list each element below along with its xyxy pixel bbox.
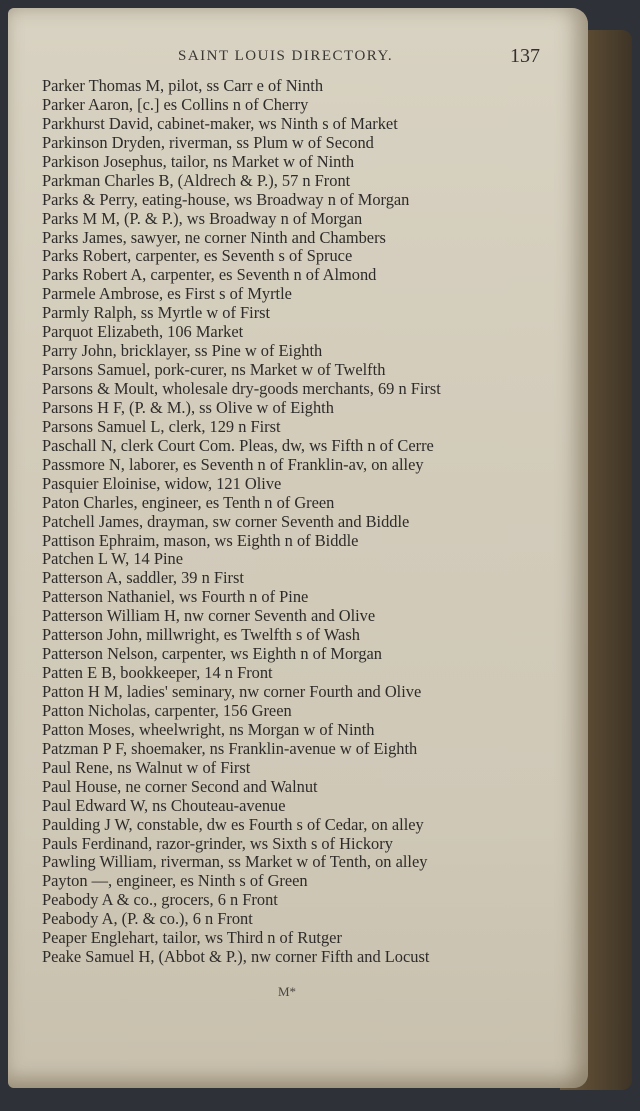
- directory-entry: Parks Robert A, carpenter, es Seventh n of Almond: [42, 266, 377, 285]
- directory-entry: Parsons Samuel L, clerk, 129 n First: [42, 417, 281, 436]
- directory-page: [8, 8, 588, 1088]
- directory-entry: Peabody A & co., grocers, 6 n Front: [42, 891, 278, 910]
- directory-entry: Parsons & Moult, wholesale dry-goods merchants, 69 n First: [42, 380, 441, 398]
- directory-entry: Pawling William, riverman, ss Market w of Tenth, on alley: [42, 853, 428, 872]
- directory-entry: Patterson A, saddler, 39 n First: [42, 569, 244, 588]
- directory-entries: [42, 77, 572, 967]
- directory-entry: Pattison Ephraim, mason, ws Eighth n of Biddle: [42, 531, 359, 550]
- directory-entry: Parquot Elizabeth, 106 Market: [42, 323, 244, 342]
- directory-entry: Parsons H F, (P. & M.), ss Olive w of Eighth: [42, 398, 334, 417]
- directory-entry: Patton Nicholas, carpenter, 156 Green: [42, 701, 292, 720]
- directory-entry: Parkhurst David, cabinet-maker, ws Ninth s of Market: [42, 114, 398, 133]
- directory-entry: Patterson John, millwright, es Twelfth s of Wash: [42, 626, 360, 645]
- directory-entry: Patterson William H, nw corner Seventh and Olive: [42, 607, 376, 626]
- directory-entry: Parmele Ambrose, es First s of Myrtle: [42, 285, 292, 304]
- page-header: [8, 45, 588, 70]
- directory-entry: Parkman Charles B, (Aldrech & P.), 57 n Front: [42, 171, 351, 190]
- directory-entry: Peaper Englehart, tailor, ws Third n of Rutger: [42, 929, 342, 948]
- directory-entry: Peabody A, (P. & co.), 6 n Front: [42, 910, 253, 929]
- directory-entry: Parker Aaron, [c.] es Collins n of Cherry: [42, 95, 309, 114]
- directory-entry: Paulding J W, constable, dw es Fourth s of Cedar, on alley: [42, 815, 424, 834]
- directory-entry: Payton —, engineer, es Ninth s of Green: [42, 872, 308, 891]
- directory-entry: Pasquier Eloinise, widow, 121 Olive: [42, 474, 282, 493]
- directory-entry: Paul House, ne corner Second and Walnut: [42, 777, 318, 796]
- directory-entry: Paschall N, clerk Court Com. Pleas, dw, ws Fifth n of Cerre: [42, 436, 434, 455]
- directory-entry: Parry John, bricklayer, ss Pine w of Eighth: [42, 342, 323, 361]
- signature-mark: M*: [278, 984, 297, 999]
- directory-entry: Parks James, sawyer, ne corner Ninth and Chambers: [42, 228, 386, 247]
- running-head: SAINT LOUIS DIRECTORY.: [178, 48, 394, 64]
- directory-entry: Paul Edward W, ns Chouteau-avenue: [42, 796, 286, 815]
- directory-entry: Patterson Nelson, carpenter, ws Eighth n of Morgan: [42, 645, 382, 664]
- directory-entry: Parks & Perry, eating-house, ws Broadway n of Morgan: [42, 190, 410, 209]
- directory-entry: Patton H M, ladies' seminary, nw corner Fourth and Olive: [42, 683, 422, 701]
- directory-entry: Patterson Nathaniel, ws Fourth n of Pine: [42, 588, 309, 607]
- directory-entry: Patzman P F, shoemaker, ns Franklin-avenue w of Eighth: [42, 739, 418, 758]
- directory-entry: Parks M M, (P. & P.), ws Broadway n of Morgan: [42, 209, 363, 228]
- directory-entry: Parker Thomas M, pilot, ss Carr e of Ninth: [42, 77, 324, 95]
- directory-entry: Peake Samuel H, (Abbot & P.), nw corner Fifth and Locust: [42, 948, 430, 967]
- directory-entry: Parsons Samuel, pork-curer, ns Market w of Twelfth: [42, 361, 386, 380]
- directory-entry: Patchell James, drayman, sw corner Seventh and Biddle: [42, 512, 410, 531]
- directory-entry: Parkinson Dryden, riverman, ss Plum w of Second: [42, 133, 374, 152]
- directory-entry: Paton Charles, engineer, es Tenth n of Green: [42, 493, 335, 512]
- directory-entry: Patten E B, bookkeeper, 14 n Front: [42, 664, 273, 683]
- directory-entry: Passmore N, laborer, es Seventh n of Franklin-av, on alley: [42, 455, 424, 474]
- page-number: 137: [510, 45, 540, 67]
- directory-entry: Pauls Ferdinand, razor-grinder, ws Sixth s of Hickory: [42, 834, 393, 853]
- directory-entry: Parkison Josephus, tailor, ns Market w of Ninth: [42, 152, 355, 171]
- directory-entry: Parks Robert, carpenter, es Seventh s of Spruce: [42, 247, 353, 266]
- directory-entry: Paul Rene, ns Walnut w of First: [42, 758, 251, 777]
- directory-entry: Patton Moses, wheelwright, ns Morgan w of Ninth: [42, 720, 375, 739]
- directory-entry: Parmly Ralph, ss Myrtle w of First: [42, 304, 271, 323]
- directory-entry: Patchen L W, 14 Pine: [42, 550, 183, 569]
